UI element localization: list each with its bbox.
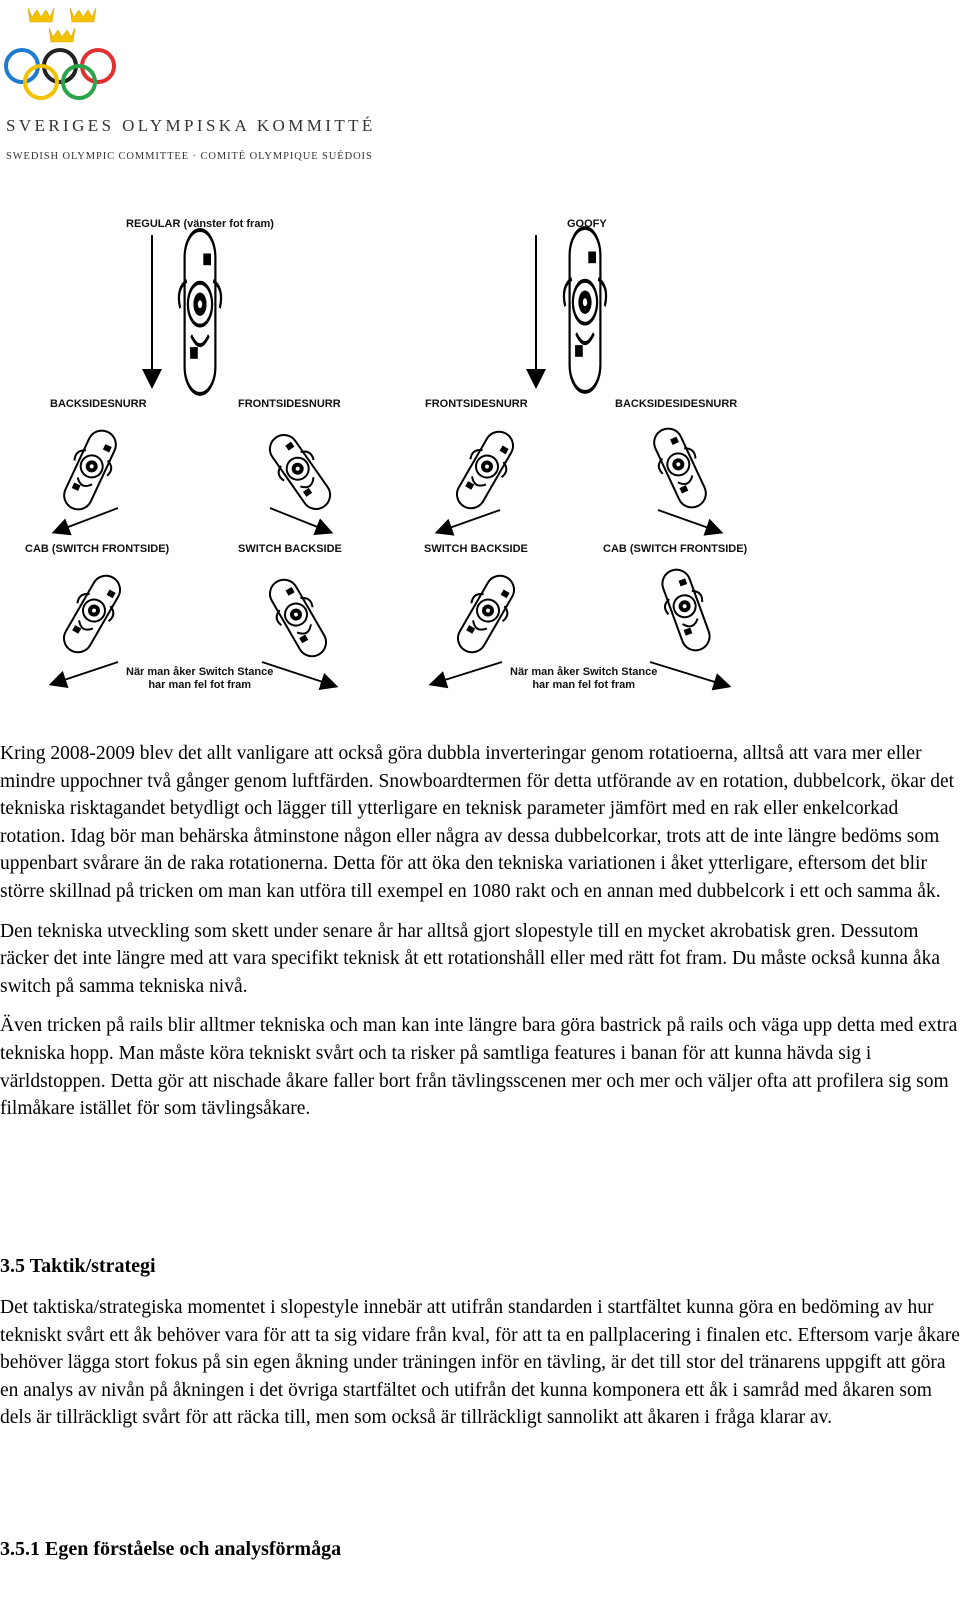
label-row1-1: BACKSIDESNURR [50,398,147,410]
heading-egen-forstaelse: 3.5.1 Egen förståelse och analysförmåga [0,1538,342,1560]
note-line1: När man åker Switch Stance [126,666,274,678]
paragraph-4: Det taktiska/strategiska momentet i slopestyle innebär att utifrån standarden i startfältet kunna göra en bedöming av hur tekniskt svårt ett åk behöver vara för att ta sig vidare från kval, för att ta en pallplacering i finalen etc. Eftersom varje åkare behöver lägga stort fokus på sin egen åkning under träningen inför en tävling, är det till stor del tränarens uppgift att göra en analys av nivån på åkningen i det övriga startfältet och utifrån det kunna komponera ett åk i samråd med åkaren som dels är tillräckligt svårt för att räcka till, men som också är tillräckligt sannolikt att åkaren i fråga klarar av. [0,1297,960,1429]
note-switch-right [510,666,657,692]
snowboard-rotation-diagram [0,200,960,720]
label-goofy: GOOFY [567,218,607,230]
label-row2-1: CAB (SWITCH FRONTSIDE) [25,543,170,555]
olympic-rings-crowns-icon [0,0,130,110]
label-row1-4: BACKSIDESIDESNURR [615,398,738,410]
heading-taktik: 3.5 Taktik/strategi [0,1255,156,1277]
logo-title: SVERIGES OLYMPISKA KOMMITTÉ [6,116,376,135]
rotation-illustrations [0,200,960,720]
label-row2-3: SWITCH BACKSIDE [424,543,528,555]
label-row2-4: CAB (SWITCH FRONTSIDE) [603,543,748,555]
document-body [0,740,960,1135]
note-line1: När man åker Switch Stance [510,666,658,678]
label-regular: REGULAR (vänster fot fram) [126,218,274,230]
note-line2: har man fel fot fram [148,679,252,691]
paragraph-2: Den tekniska utveckling som skett under senare år har alltså gjort slopestyle till en mycket akrobatisk gren. Dessutom räcker det inte längre med att vara specifikt teknisk åt ett rotationshåll eller med rätt fot fram. Du måste också kunna åka switch på samma tekniska nivå. [0,920,940,997]
logo-subtitle: SWEDISH OLYMPIC COMMITTEE · COMITÉ OLYMPIQUE SUÉDOIS [6,151,373,162]
note-switch-left [126,666,273,692]
note-line2: har man fel fot fram [532,679,636,691]
paragraph-3: Även tricken på rails blir alltmer tekniska och man kan inte längre bara göra bastrick på rails och väga upp detta med extra tekniska hopp. Man måste köra tekniskt svårt och ta risker på samtliga features i banan för att kunna hävda sig i världstoppen. Detta gör att nischade åkare faller bort från tävlingsscenen mer och mer och väljer ofta att profilera sig som filmåkare istället för som tävlingsåkare. [0,1015,958,1120]
sok-logo [0,0,430,170]
label-row1-3: FRONTSIDESNURR [425,398,528,410]
document-body-2 [0,1294,960,1444]
label-row1-2: FRONTSIDESNURR [238,398,341,410]
label-row2-2: SWITCH BACKSIDE [238,543,342,555]
paragraph-1: Kring 2008-2009 blev det allt vanligare att också göra dubbla inverteringar genom rotatioerna, alltså att vara mer eller mindre uppochner två gånger genom luftfärden. Snowboardtermen för detta utförande av en rotation, dubbelcork, ökar det tekniska risktagandet betydligt och lägger till ytterligare en teknisk parameter jämfört med en rak eller enkelcorkad rotation. Idag bör man behärska åtminstone någon eller några av dessa dubbelcorkar, trots att de inte längre bedöms som uppenbart svårare än de raka rotationerna. Detta för att öka den tekniska variationen i åket ytterligare, eftersom det blir större skillnad på tricken om man kan utföra till exempel en 1080 rakt och en annan med dubbelcork i ett och samma åk. [0,743,955,902]
